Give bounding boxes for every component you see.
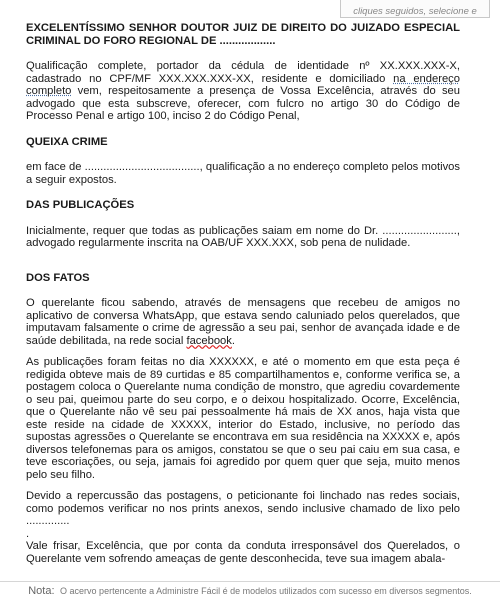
footer-note-text: O acervo pertencente a Administre Fácil é de modelos utilizados com sucesso em diversos segmentos. xyxy=(60,586,472,596)
intro-paragraph xyxy=(26,60,460,123)
queixa-crime-heading: QUEIXA CRIME xyxy=(26,135,108,148)
document-title: EXCELENTÍSSIMO SENHOR DOUTOR JUIZ DE DIREITO DO JUIZADO ESPECIAL CRIMINAL DO FORO REGIONAL DE .................. xyxy=(26,22,460,47)
fatos-heading: DOS FATOS xyxy=(26,271,90,284)
fatos-paragraph-dot: . xyxy=(26,527,30,540)
queixa-crime-paragraph: em face de ....................................., qualificação a no endereço completo pelos motivos a seguir expostos. xyxy=(26,161,460,186)
tooltip-text: cliques seguidos, selecione e xyxy=(353,6,477,17)
fatos-p1-period: . xyxy=(231,334,235,347)
intro-text-start: Qualificação complete, portador da cédula de identidade nº XX.XXX.XXX-X, cadastrado no CPF/MF XXX.XXX.XXX-XX, residente e domiciliado xyxy=(26,60,460,85)
footer-note xyxy=(0,581,500,601)
fatos-p1-flagged-word: facebook xyxy=(186,334,232,347)
publicacoes-paragraph: Inicialmente, requer que todas as publicações saiam em nome do Dr. ........................, advogado regularmente inscrita na OAB/UF XXX.XXX, sob pena de nulidade. xyxy=(26,224,460,249)
tooltip-box xyxy=(340,0,490,18)
fatos-paragraph-2: As publicações foram feitas no dia XXXXXX, e até o momento em que esta peça é redigida obteve mais de 89 curtidas e 85 compartilhamentos e, conforme verifica se, a postagem coloca o Querelante numa condição de monstro, que agrediu covardemente o seu pai, queimou parte do seu corpo, e o deixou hospitalizado. Ocorre, Excelência, que o Querelante não vê seu pai pessoalmente há mais de XX anos, haja vista que este reside na cidade de XXXXX, interior do Estado, inclusive, no período das supostas agressões o Querelante se encontrava em sua residência na XXXXX e, após diversos telefonemas para os amigos, constatou se que o seu pai caiu em sua casa, e teve escoriações, ou seja, jamais foi agredido por quem quer que seja, muito menos pelo seu filho. xyxy=(26,356,460,481)
footer-note-lead: Nota: xyxy=(28,585,55,597)
publicacoes-heading: DAS PUBLICAÇÕES xyxy=(26,199,135,211)
fatos-paragraph-4: Vale frisar, Excelência, que por conta da conduta irresponsável dos Querelados, o Querelante vem sofrendo ameaças de gente desconhecida, teve sua imagem abala- xyxy=(26,540,460,565)
fatos-paragraph-1 xyxy=(26,297,460,347)
fatos-p1-text: O querelante ficou sabendo, através de mensagens que recebeu de amigos no aplicativo de conversa WhatsApp, que estava sendo caluniado pelos querelados, que imputavam falsamente o crime de agressão a seu pai, senhor de avançada idade e de saúde debilitada, na rede social xyxy=(26,297,460,347)
fatos-paragraph-3: Devido a repercussão das postagens, o peticionante foi linchado nas redes sociais, como podemos verificar no nos prints anexos, sendo inclusive chamado de lixo pelo .............. xyxy=(26,490,460,527)
intro-text-end: vem, respeitosamente a presença de Vossa Excelência, através do seu advogado que esta subscreve, oferecer, com fulcro no artigo 30 do Código de Processo Penal e artigo 100, inciso 2 do Código Penal, xyxy=(26,85,460,122)
document-body xyxy=(26,22,460,565)
intro-underlined-address: na endereço completo xyxy=(26,72,460,97)
